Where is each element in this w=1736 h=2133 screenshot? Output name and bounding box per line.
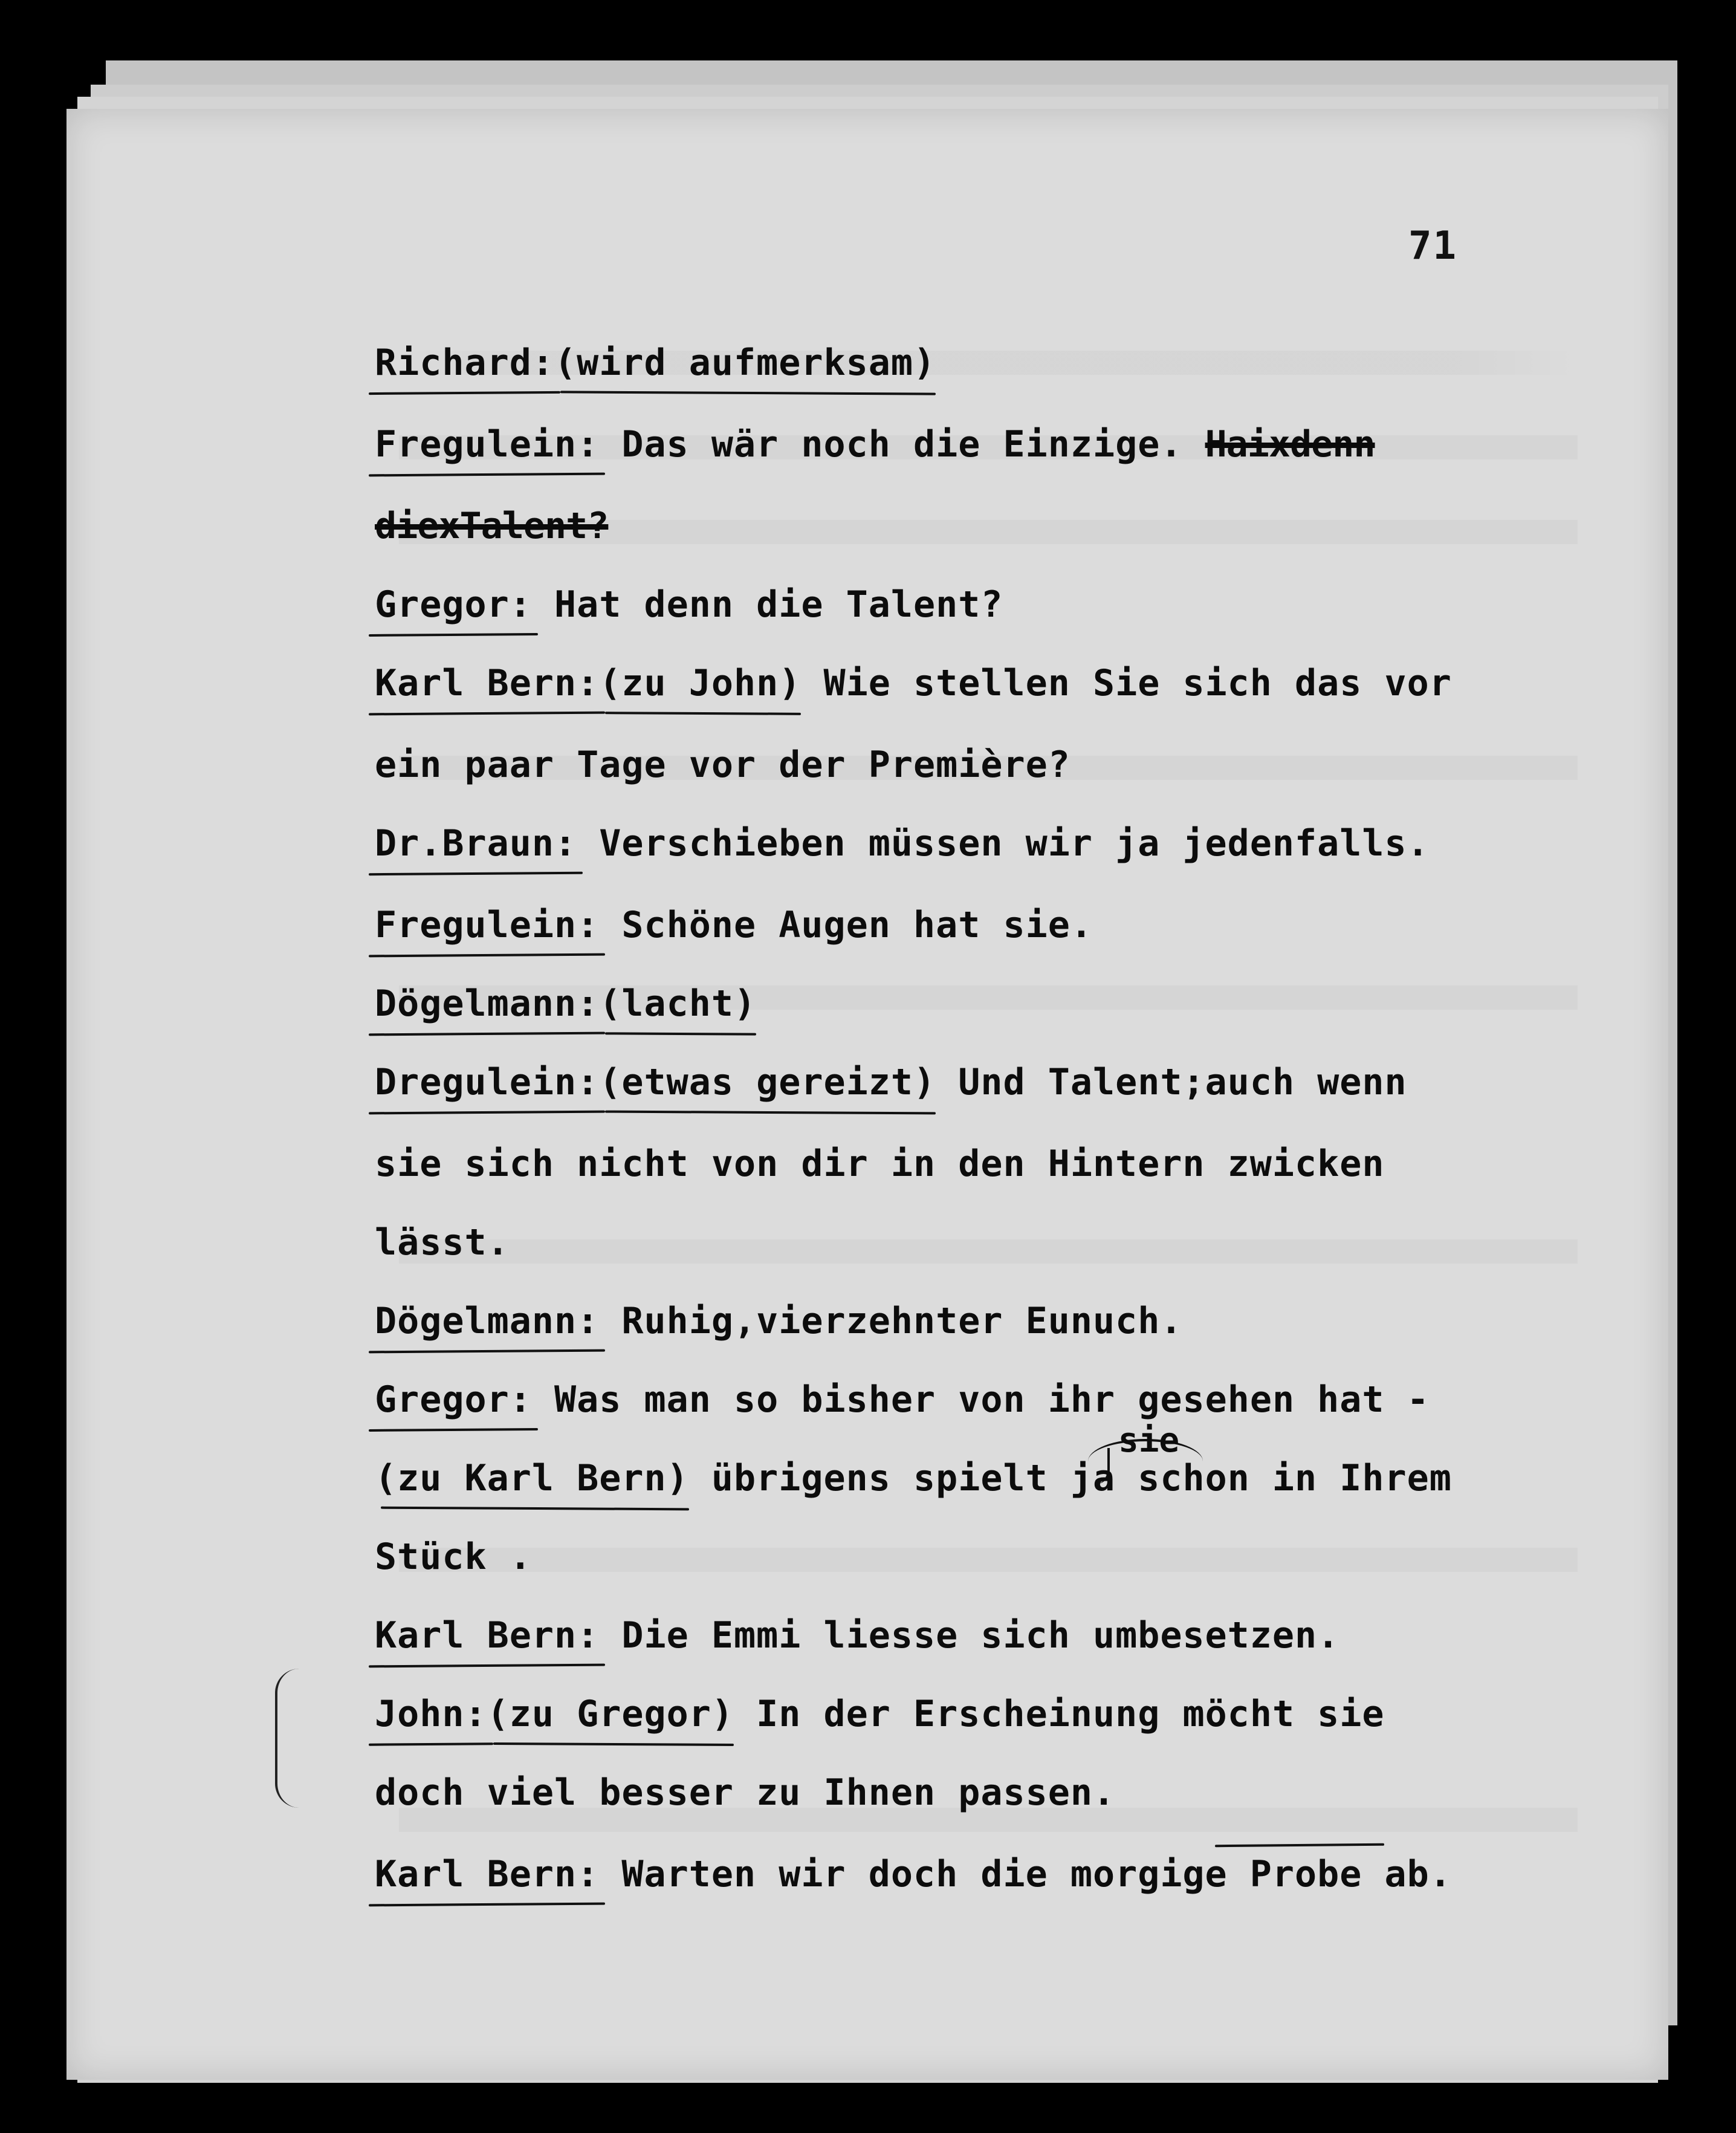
stage-direction: (zu Gregor) — [487, 1693, 734, 1735]
struck-text: diexTalent? — [375, 505, 609, 547]
speaker-name: John: — [375, 1693, 487, 1735]
script-line — [375, 1693, 1385, 1735]
script-line — [375, 744, 1070, 786]
dialogue-text: übrigens spielt ja schon in Ihrem — [711, 1457, 1452, 1499]
script-line — [375, 1143, 1385, 1185]
script-line — [375, 342, 936, 384]
speaker-name: Karl Bern: — [375, 662, 600, 704]
script-line — [375, 505, 609, 547]
speaker-name: Fregulein: — [375, 423, 600, 466]
stage-direction: (zu Karl Bern) — [375, 1457, 689, 1499]
dialogue-text: sie sich nicht von dir in den Hintern zwicken — [375, 1143, 1385, 1185]
dialogue-text: Schöne Augen hat sie. — [621, 904, 1093, 946]
speaker-name: Dögelmann: — [375, 982, 600, 1025]
speaker-name: Karl Bern: — [375, 1614, 600, 1657]
dialogue-text: Die Emmi liesse sich umbesetzen. — [621, 1614, 1340, 1657]
speaker-name: Richard: — [375, 342, 554, 384]
page-number: 71 — [1408, 224, 1458, 268]
stage-direction: (lacht) — [599, 982, 757, 1025]
speaker-name: Gregor: — [375, 583, 532, 626]
dialogue-text: Das wär noch die Einzige. — [621, 423, 1183, 466]
script-line — [375, 1771, 1116, 1814]
dialogue-text: ein paar Tage vor der Première? — [375, 744, 1070, 786]
dialogue-text: Verschieben müssen wir ja jedenfalls. — [599, 822, 1430, 865]
dialogue-text: In der Erscheinung möcht sie — [756, 1693, 1385, 1735]
dialogue-text: Warten wir doch die morgige Probe ab. — [621, 1853, 1452, 1895]
dialogue-text: doch viel besser zu Ihnen passen. — [375, 1771, 1116, 1814]
script-line — [375, 1300, 1183, 1342]
speaker-name: Karl Bern: — [375, 1853, 600, 1895]
speaker-name: Dr.Braun: — [375, 822, 577, 865]
script-line — [375, 1061, 1407, 1103]
dialogue-text: lässt. — [375, 1221, 510, 1264]
dialogue-text: Was man so bisher von ihr gesehen hat - — [554, 1378, 1430, 1421]
script-line — [375, 1221, 510, 1264]
margin-bracket — [275, 1669, 302, 1808]
handwritten-insertion: sie — [1118, 1421, 1180, 1460]
script-line — [375, 1536, 532, 1578]
script-line — [375, 1853, 1452, 1895]
stage-direction: (wird aufmerksam) — [554, 342, 936, 384]
speaker-name: Dögelmann: — [375, 1300, 600, 1342]
dialogue-text: Wie stellen Sie sich das vor — [823, 662, 1452, 704]
speaker-name: Dregulein: — [375, 1061, 600, 1103]
script-line — [375, 822, 1430, 865]
stage-direction: (zu John) — [599, 662, 802, 704]
script-line — [375, 904, 1093, 946]
script-line — [375, 1457, 1452, 1499]
dialogue-text: Stück . — [375, 1536, 532, 1578]
stage-direction: (etwas gereizt) — [599, 1061, 936, 1103]
dialogue-text: Und Talent;auch wenn — [958, 1061, 1407, 1103]
dialogue-text: Hat denn die Talent? — [554, 583, 1003, 626]
script-line — [375, 662, 1452, 704]
script-line — [375, 982, 757, 1025]
speaker-name: Gregor: — [375, 1378, 532, 1421]
struck-text: Haixdenn — [1205, 423, 1375, 466]
speaker-name: Fregulein: — [375, 904, 600, 946]
script-line — [375, 583, 1003, 626]
script-line — [375, 423, 1375, 466]
script-line — [375, 1378, 1430, 1421]
dialogue-text: Ruhig,vierzehnter Eunuch. — [621, 1300, 1183, 1342]
script-line — [375, 1614, 1340, 1657]
